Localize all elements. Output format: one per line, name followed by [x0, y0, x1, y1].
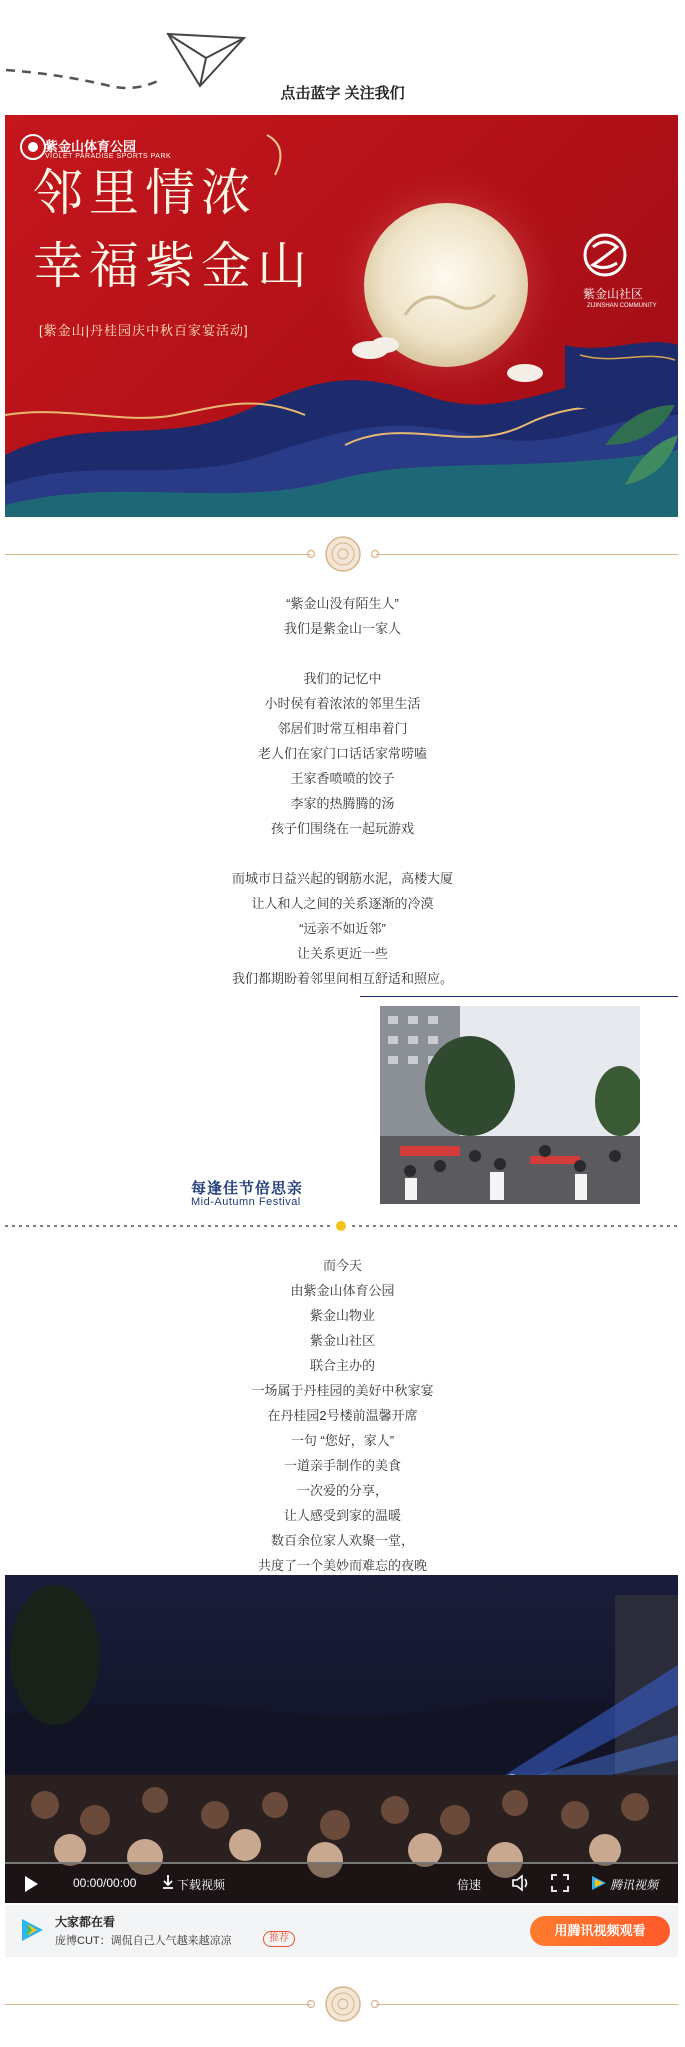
- article-header: [0, 0, 685, 112]
- poem-line: 一句 “您好，家人”: [290, 1433, 395, 1448]
- poem-line: “紫金山没有陌生人”: [286, 596, 399, 611]
- poem-line: 小时侯有着浓浓的邻里生活: [264, 696, 421, 711]
- download-icon[interactable]: [161, 1874, 175, 1890]
- poem-line: 我们都期盼着邻里间相互舒适和照应。: [231, 971, 453, 986]
- recommend-badge: 推荐: [263, 1931, 295, 1947]
- poem-line: 孩子们围绕在一起玩游戏: [270, 821, 414, 836]
- video-controls: [5, 1863, 678, 1903]
- divider-right: [376, 2004, 678, 2005]
- play-icon[interactable]: [23, 1875, 39, 1893]
- recommend-description[interactable]: 庞博CUT：调侃自己人气越来越凉凉: [55, 1935, 232, 1947]
- video-time: 00:00/00:00: [73, 1876, 137, 1890]
- community-name: 紫金山社区: [583, 287, 644, 301]
- divider-right: [376, 554, 678, 555]
- poem-line: 而城市日益兴起的钢筋水泥，高楼大厦: [231, 871, 453, 886]
- poem-line: 让人和人之间的关系逐渐的冷漠: [251, 896, 434, 911]
- tencent-video-icon: [19, 1917, 45, 1943]
- recommend-bar[interactable]: [5, 1905, 678, 1957]
- mooncake-icon: [302, 1984, 384, 2026]
- poem-line: 老人们在家门口话话家常唠嗑: [257, 746, 427, 761]
- poem-line: 李家的热腾腾的汤: [290, 796, 395, 811]
- mooncake-icon: [302, 534, 384, 576]
- event-banner: [5, 115, 678, 517]
- banner-subtitle: [紫金山|丹桂园庆中秋百家宴活动]: [39, 323, 249, 338]
- banner-title-line1: 邻里情浓: [33, 165, 257, 221]
- tencent-video-brand: 腾讯视频: [610, 1878, 659, 1892]
- poem-line: 一场属于丹桂园的美好中秋家宴: [251, 1383, 434, 1398]
- poem-line: 共度了一个美妙而难忘的夜晚: [257, 1558, 427, 1573]
- download-button[interactable]: 下载视频: [177, 1878, 226, 1892]
- poem-line: 一道亲手制作的美食: [283, 1458, 401, 1473]
- poem-line: 紫金山物业: [309, 1308, 375, 1323]
- festival-title: 每逢佳节倍思亲: [191, 1180, 304, 1197]
- follow-prompt[interactable]: 点击蓝字 关注我们: [280, 85, 405, 102]
- poem-line: 邻居们时常互相串着门: [277, 721, 408, 736]
- poem-line: 王家香喷喷的饺子: [290, 771, 395, 786]
- park-name: 紫金山体育公园: [45, 139, 137, 154]
- park-name-en: VIOLET PARADISE SPORTS PARK: [45, 153, 172, 160]
- volume-icon[interactable]: [511, 1874, 531, 1892]
- video-player[interactable]: [5, 1575, 678, 1903]
- speed-button[interactable]: 倍速: [457, 1878, 482, 1892]
- festival-photo: [380, 1006, 640, 1204]
- poem-line: 我们的记忆中: [303, 671, 382, 686]
- video-frame: [5, 1575, 678, 1903]
- fullscreen-icon[interactable]: [551, 1874, 569, 1892]
- poem-line: 联合主办的: [309, 1358, 375, 1373]
- poem-line: 让关系更近一些: [296, 946, 388, 961]
- recommend-title: 大家都在看: [55, 1915, 116, 1929]
- poem-line: 在丹桂园2号楼前温馨开席: [267, 1408, 418, 1423]
- community-name-en: ZIJINSHAN COMMUNITY: [587, 303, 657, 309]
- poem-line: 我们是紫金山一家人: [283, 621, 401, 636]
- dashed-divider: [5, 1219, 678, 1233]
- divider-left: [5, 554, 311, 555]
- watch-in-app-button[interactable]: 用腾讯视频观看: [530, 1916, 670, 1946]
- poem-line: 紫金山社区: [309, 1333, 375, 1348]
- poem-line: 由紫金山体育公园: [290, 1283, 395, 1298]
- poem-line: 让人感受到家的温暖: [283, 1508, 401, 1523]
- poem-line: 数百余位家人欢聚一堂，: [270, 1533, 414, 1548]
- poem-line: “远亲不如近邻”: [299, 921, 386, 936]
- banner-title-line2: 幸福紫金山: [33, 238, 313, 294]
- photo-top-line: [360, 996, 678, 997]
- poem-line: 而今天: [322, 1258, 362, 1273]
- festival-subtitle: Mid-Autumn Festival: [191, 1196, 301, 1208]
- divider-left: [5, 2004, 311, 2005]
- poem-line: 一次爱的分享，: [296, 1483, 388, 1498]
- tencent-video-logo-icon: [590, 1874, 608, 1892]
